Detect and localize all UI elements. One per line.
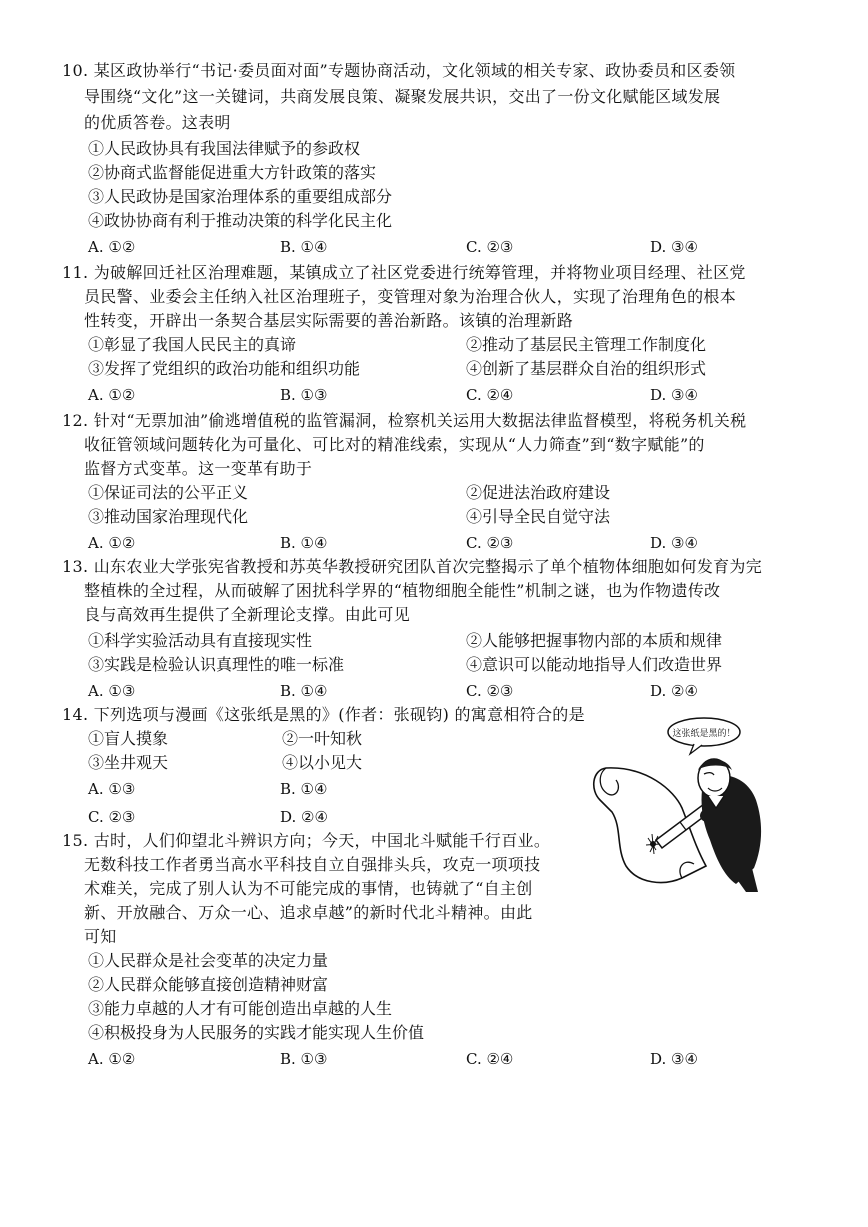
q12-stem-line-2: 收征管领域问题转化为可量化、可比对的精准线索，实现从“人力筛查”到“数字赋能”的	[84, 435, 705, 454]
q13-stem-line-2: 整植株的全过程，从而破解了困扰科学界的“植物细胞全能性”机制之谜，也为作物遗传改	[84, 581, 721, 600]
q12-choice-a: A. ①②	[88, 534, 136, 552]
q13-statement-3: ③实践是检验认识真理性的唯一标准	[88, 655, 345, 674]
q15-stem-line-3: 术难关，完成了别人认为不可能完成的事情，也铸就了“自主创	[84, 879, 533, 898]
q10-statement-3: ③人民政协是国家治理体系的重要组成部分	[88, 187, 393, 206]
cartoon-man-with-paper-icon	[586, 708, 776, 893]
q12-choice-d: D. ③④	[650, 534, 698, 552]
q15-choice-c: C. ②④	[466, 1050, 514, 1068]
q10-statement-2: ②协商式监督能促进重大方针政策的落实	[88, 163, 377, 182]
q13-statement-4: ④意识可以能动地指导人们改造世界	[466, 655, 723, 674]
q14-choice-d: D. ②④	[280, 808, 328, 826]
q14-choice-a: A. ①③	[88, 780, 136, 798]
q12-stem-line-1: 12. 针对“无票加油”偷逃增值税的监管漏洞，检察机关运用大数据法律监督模型，将税务机关税	[62, 411, 747, 430]
q15-statement-1: ①人民群众是社会变革的决定力量	[88, 951, 329, 970]
q14-statement-1: ①盲人摸象	[88, 729, 169, 748]
q13-choice-c: C. ②③	[466, 682, 514, 700]
q15-statement-4: ④积极投身为人民服务的实践才能实现人生价值	[88, 1023, 425, 1042]
q13-stem-line-1: 13. 山东农业大学张宪省教授和苏英华教授研究团队首次完整揭示了单个植物体细胞如何发育为完	[62, 557, 763, 576]
q11-choice-a: A. ①②	[88, 386, 136, 404]
q10-stem-line-1: 10. 某区政协举行“书记·委员面对面”专题协商活动，文化领域的相关专家、政协委员和区委领	[62, 61, 736, 80]
q13-stem-line-3: 良与高效再生提供了全新理论支撑。由此可见	[84, 605, 411, 624]
cartoon-illustration	[586, 708, 776, 893]
q10-choice-b: B. ①④	[280, 238, 328, 256]
q15-stem-line-5: 可知	[84, 927, 117, 946]
q11-statement-4: ④创新了基层群众自治的组织形式	[466, 359, 707, 378]
q14-choice-c: C. ②③	[88, 808, 136, 826]
q14-stem-line-1: 14. 下列选项与漫画《这张纸是黑的》(作者：张砚钧) 的寓意相符合的是	[62, 705, 585, 724]
cartoon-bubble-text: 这张纸是黑的！	[672, 729, 736, 739]
q13-choice-b: B. ①④	[280, 682, 328, 700]
q11-stem-line-3: 性转变，开辟出一条契合基层实际需要的善治新路。该镇的治理新路	[84, 311, 574, 330]
q15-choice-a: A. ①②	[88, 1050, 136, 1068]
q15-choice-b: B. ①③	[280, 1050, 328, 1068]
q10-statement-1: ①人民政协具有我国法律赋予的参政权	[88, 139, 361, 158]
q10-choice-a: A. ①②	[88, 238, 136, 256]
q15-stem-line-2: 无数科技工作者勇当高水平科技自立自强排头兵，攻克一项项技	[84, 855, 541, 874]
q12-stem-line-3: 监督方式变革。这一变革有助于	[84, 459, 313, 478]
q11-choice-b: B. ①③	[280, 386, 328, 404]
q15-statement-3: ③能力卓越的人才有可能创造出卓越的人生	[88, 999, 393, 1018]
q11-stem-line-1: 11. 为破解回迁社区治理难题，某镇成立了社区党委进行统筹管理，并将物业项目经理、社区党	[62, 263, 746, 282]
q11-statement-2: ②推动了基层民主管理工作制度化	[466, 335, 707, 354]
q13-choice-d: D. ②④	[650, 682, 698, 700]
q15-stem-line-1: 15. 古时，人们仰望北斗辨识方向；今天，中国北斗赋能千行百业。	[62, 831, 551, 850]
q15-choice-d: D. ③④	[650, 1050, 698, 1068]
q12-statement-1: ①保证司法的公平正义	[88, 483, 249, 502]
q11-choice-d: D. ③④	[650, 386, 698, 404]
q11-stem-line-2: 员民警、业委会主任纳入社区治理班子，变管理对象为治理合伙人，实现了治理角色的根本	[84, 287, 737, 306]
q13-choice-a: A. ①③	[88, 682, 136, 700]
q14-statement-4: ④以小见大	[282, 753, 363, 772]
q14-choice-b: B. ①④	[280, 780, 328, 798]
q11-choice-c: C. ②④	[466, 386, 514, 404]
q10-statement-4: ④政协协商有利于推动决策的科学化民主化	[88, 211, 393, 230]
q14-statement-3: ③坐井观天	[88, 753, 169, 772]
q10-choice-c: C. ②③	[466, 238, 514, 256]
q12-choice-c: C. ②③	[466, 534, 514, 552]
q11-statement-3: ③发挥了党组织的政治功能和组织功能	[88, 359, 361, 378]
q10-choice-d: D. ③④	[650, 238, 698, 256]
q10-stem-line-3: 的优质答卷。这表明	[84, 113, 231, 132]
q11-statement-1: ①彰显了我国人民民主的真谛	[88, 335, 297, 354]
q14-statement-2: ②一叶知秋	[282, 729, 363, 748]
q13-statement-1: ①科学实验活动具有直接现实性	[88, 631, 313, 650]
q10-stem-line-2: 导围绕“文化”这一关键词，共商发展良策、凝聚发展共识，交出了一份文化赋能区域发展	[84, 87, 721, 106]
q15-stem-line-4: 新、开放融合、万众一心、追求卓越”的新时代北斗精神。由此	[84, 903, 533, 922]
q12-statement-3: ③推动国家治理现代化	[88, 507, 249, 526]
q12-choice-b: B. ①④	[280, 534, 328, 552]
q15-statement-2: ②人民群众能够直接创造精神财富	[88, 975, 329, 994]
q12-statement-4: ④引导全民自觉守法	[466, 507, 611, 526]
q13-statement-2: ②人能够把握事物内部的本质和规律	[466, 631, 723, 650]
q12-statement-2: ②促进法治政府建设	[466, 483, 611, 502]
